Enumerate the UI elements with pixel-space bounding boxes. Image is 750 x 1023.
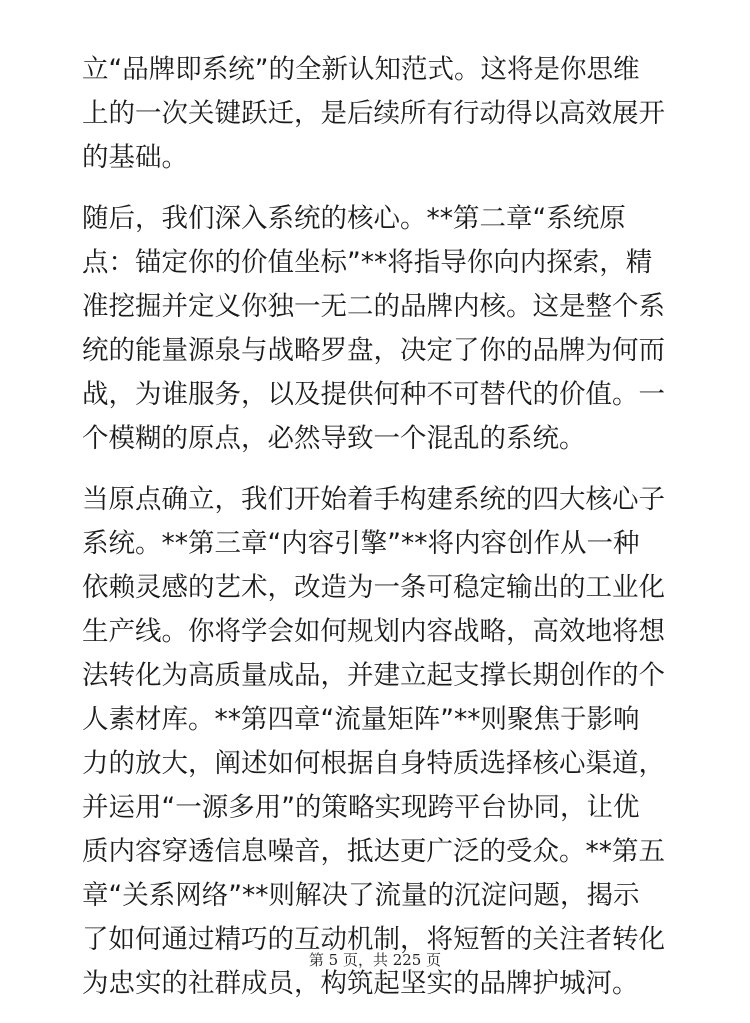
text-line: 并运用“一源多用”的策略实现跨平台协同，让优: [82, 792, 640, 823]
text-line: 点：锚定你的价值坐标”**将指导你向内探索，精: [82, 247, 653, 278]
text-line: 依赖灵感的艺术，改造为一条可稳定输出的工业化: [82, 572, 665, 603]
paragraph-3: [82, 478, 668, 1006]
text-line: 人素材库。**第四章“流量矩阵”**则聚焦于影响: [82, 704, 640, 735]
text-line: 生产线。你将学会如何规划内容战略，高效地将想: [82, 616, 665, 647]
text-line: 质内容穿透信息噪音，抵达更广泛的受众。**第五: [82, 836, 665, 867]
text-line: 上的一次关键跃迁，是后续所有行动得以高效展开: [82, 98, 665, 129]
text-line: 个模糊的原点，必然导致一个混乱的系统。: [82, 423, 586, 454]
text-line: 随后，我们深入系统的核心。**第二章“系统原: [82, 203, 626, 234]
text-line: 法转化为高质量成品，并建立起支撑长期创作的个: [82, 660, 665, 691]
paragraph-2: [82, 197, 668, 461]
text-line: 系统。**第三章“内容引擎”**将内容创作从一种: [82, 528, 640, 559]
text-line: 准挖掘并定义你独一无二的品牌内核。这是整个系: [82, 291, 665, 322]
text-line: 章“关系网络”**则解决了流量的沉淀问题，揭示: [82, 880, 640, 911]
paragraph-1: [82, 48, 668, 180]
text-line: 了如何通过精巧的互动机制，将短暂的关注者转化: [82, 924, 665, 955]
page-number: 第 5 页，共 225 页: [308, 951, 442, 969]
text-line: 为忠实的社群成员，构筑起坚实的品牌护城河。: [82, 968, 639, 999]
text-line: 统的能量源泉与战略罗盘，决定了你的品牌为何而: [82, 335, 665, 366]
text-line: 战，为谁服务，以及提供何种不可替代的价值。一: [82, 379, 665, 410]
body-text: [82, 48, 668, 1023]
text-line: 的基础。: [82, 142, 188, 173]
text-line: 立“品牌即系统”的全新认知范式。这将是你思维: [82, 54, 640, 85]
text-line: 当原点确立，我们开始着手构建系统的四大核心子: [82, 484, 665, 515]
text-line: 力的放大，阐述如何根据自身特质选择核心渠道，: [82, 748, 665, 779]
